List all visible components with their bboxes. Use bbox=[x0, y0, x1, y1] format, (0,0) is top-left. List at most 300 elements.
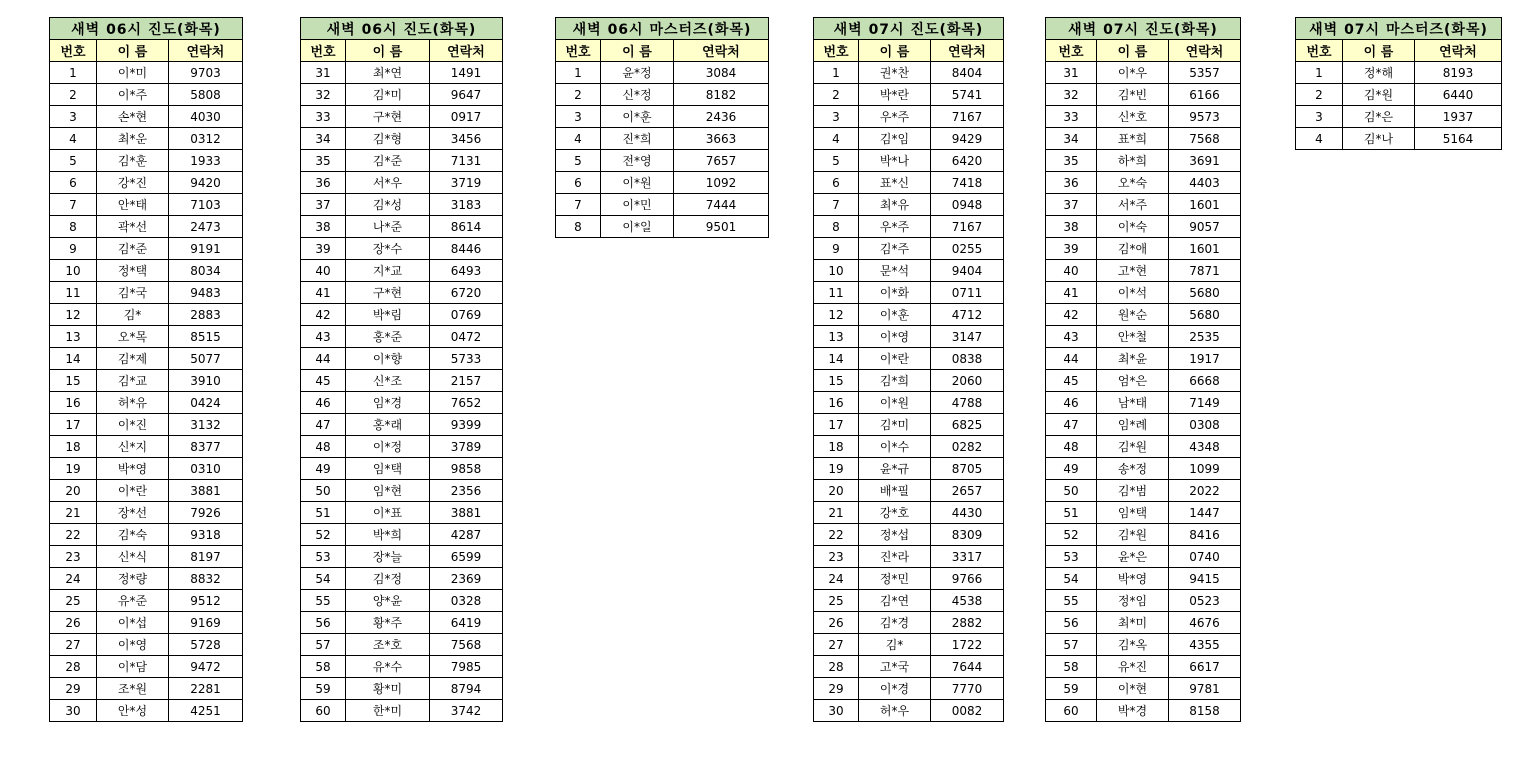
member-name: 김*준 bbox=[346, 150, 430, 172]
table-row bbox=[1046, 700, 1241, 722]
table-row bbox=[814, 590, 1004, 612]
row-number: 23 bbox=[814, 546, 859, 568]
table-row bbox=[814, 84, 1004, 106]
row-number: 13 bbox=[50, 326, 97, 348]
contact-digits: 8404 bbox=[931, 62, 1004, 84]
contact-digits: 9057 bbox=[1169, 216, 1241, 238]
member-name: 이*미 bbox=[97, 62, 169, 84]
row-number: 59 bbox=[1046, 678, 1097, 700]
member-name: 손*현 bbox=[97, 106, 169, 128]
table-row bbox=[301, 370, 503, 392]
roster-table-0700-masters bbox=[1295, 17, 1502, 150]
table-row bbox=[814, 502, 1004, 524]
contact-digits: 4788 bbox=[931, 392, 1004, 414]
table-row bbox=[50, 172, 243, 194]
table-row bbox=[50, 678, 243, 700]
member-name: 이*수 bbox=[859, 436, 931, 458]
contact-digits: 7657 bbox=[674, 150, 769, 172]
contact-digits: 1933 bbox=[169, 150, 243, 172]
table-row bbox=[50, 612, 243, 634]
member-name: 나*준 bbox=[346, 216, 430, 238]
contact-digits: 6440 bbox=[1415, 84, 1502, 106]
contact-digits: 4030 bbox=[169, 106, 243, 128]
contact-digits: 9472 bbox=[169, 656, 243, 678]
table-row bbox=[814, 194, 1004, 216]
row-number: 11 bbox=[50, 282, 97, 304]
row-number: 2 bbox=[814, 84, 859, 106]
row-number: 31 bbox=[301, 62, 346, 84]
row-number: 3 bbox=[50, 106, 97, 128]
member-name: 김*숙 bbox=[97, 524, 169, 546]
contact-digits: 4676 bbox=[1169, 612, 1241, 634]
member-name: 박*나 bbox=[859, 150, 931, 172]
table-row bbox=[814, 568, 1004, 590]
table-row bbox=[301, 458, 503, 480]
row-number: 1 bbox=[556, 62, 601, 84]
table-row bbox=[301, 62, 503, 84]
member-name: 박*영 bbox=[1097, 568, 1169, 590]
row-number: 27 bbox=[50, 634, 97, 656]
contact-digits: 0769 bbox=[430, 304, 503, 326]
column-header-name: 이 름 bbox=[859, 40, 931, 62]
member-name: 최*미 bbox=[1097, 612, 1169, 634]
table-row bbox=[301, 304, 503, 326]
table-row bbox=[1046, 370, 1241, 392]
row-number: 36 bbox=[1046, 172, 1097, 194]
contact-digits: 0282 bbox=[931, 436, 1004, 458]
row-number: 9 bbox=[50, 238, 97, 260]
contact-digits: 9404 bbox=[931, 260, 1004, 282]
table-title: 새벽 06시 진도(화목) bbox=[301, 18, 503, 40]
table-row bbox=[301, 348, 503, 370]
table-row bbox=[1296, 128, 1502, 150]
member-name: 김*연 bbox=[859, 590, 931, 612]
roster-table-0700-jindo-1 bbox=[813, 17, 1004, 722]
contact-digits: 2535 bbox=[1169, 326, 1241, 348]
contact-digits: 7167 bbox=[931, 106, 1004, 128]
member-name: 장*수 bbox=[346, 238, 430, 260]
member-name: 신*식 bbox=[97, 546, 169, 568]
member-name: 홍*준 bbox=[346, 326, 430, 348]
member-name: 윤*정 bbox=[601, 62, 674, 84]
row-number: 22 bbox=[50, 524, 97, 546]
row-number: 26 bbox=[50, 612, 97, 634]
row-number: 16 bbox=[814, 392, 859, 414]
row-number: 57 bbox=[1046, 634, 1097, 656]
column-header-contact: 연락처 bbox=[931, 40, 1004, 62]
row-number: 34 bbox=[1046, 128, 1097, 150]
column-header-name: 이 름 bbox=[1097, 40, 1169, 62]
contact-digits: 1099 bbox=[1169, 458, 1241, 480]
row-number: 45 bbox=[301, 370, 346, 392]
contact-digits: 0711 bbox=[931, 282, 1004, 304]
contact-digits: 3691 bbox=[1169, 150, 1241, 172]
table-row bbox=[814, 656, 1004, 678]
member-name: 김*제 bbox=[97, 348, 169, 370]
row-number: 10 bbox=[50, 260, 97, 282]
table-row bbox=[814, 282, 1004, 304]
contact-digits: 7568 bbox=[1169, 128, 1241, 150]
row-number: 54 bbox=[1046, 568, 1097, 590]
member-name: 문*석 bbox=[859, 260, 931, 282]
member-name: 표*희 bbox=[1097, 128, 1169, 150]
contact-digits: 4348 bbox=[1169, 436, 1241, 458]
member-name: 강*호 bbox=[859, 502, 931, 524]
row-number: 17 bbox=[814, 414, 859, 436]
member-name: 배*필 bbox=[859, 480, 931, 502]
member-name: 조*원 bbox=[97, 678, 169, 700]
table-row bbox=[50, 370, 243, 392]
member-name: 김*주 bbox=[859, 238, 931, 260]
row-number: 47 bbox=[1046, 414, 1097, 436]
contact-digits: 6493 bbox=[430, 260, 503, 282]
member-name: 윤*규 bbox=[859, 458, 931, 480]
member-name: 이*담 bbox=[97, 656, 169, 678]
row-number: 51 bbox=[301, 502, 346, 524]
table-title: 새벽 07시 마스터즈(화목) bbox=[1296, 18, 1502, 40]
contact-digits: 5164 bbox=[1415, 128, 1502, 150]
member-name: 이*영 bbox=[97, 634, 169, 656]
contact-digits: 8832 bbox=[169, 568, 243, 590]
member-name: 이*영 bbox=[859, 326, 931, 348]
contact-digits: 3147 bbox=[931, 326, 1004, 348]
row-number: 48 bbox=[301, 436, 346, 458]
member-name: 황*주 bbox=[346, 612, 430, 634]
table-row bbox=[301, 480, 503, 502]
member-name: 이*석 bbox=[1097, 282, 1169, 304]
contact-digits: 9647 bbox=[430, 84, 503, 106]
roster-table-0600-jindo-2 bbox=[300, 17, 503, 722]
table-row bbox=[1046, 480, 1241, 502]
row-number: 4 bbox=[50, 128, 97, 150]
column-header-number: 번호 bbox=[556, 40, 601, 62]
table-row bbox=[50, 260, 243, 282]
member-name: 정*섭 bbox=[859, 524, 931, 546]
row-number: 53 bbox=[1046, 546, 1097, 568]
row-number: 1 bbox=[1296, 62, 1343, 84]
table-row bbox=[301, 326, 503, 348]
contact-digits: 5741 bbox=[931, 84, 1004, 106]
contact-digits: 2436 bbox=[674, 106, 769, 128]
table-row bbox=[814, 62, 1004, 84]
row-number: 14 bbox=[50, 348, 97, 370]
contact-digits: 9420 bbox=[169, 172, 243, 194]
table-row bbox=[50, 634, 243, 656]
table-row bbox=[556, 106, 769, 128]
contact-digits: 9858 bbox=[430, 458, 503, 480]
contact-digits: 7568 bbox=[430, 634, 503, 656]
table-row bbox=[50, 700, 243, 722]
contact-digits: 4430 bbox=[931, 502, 1004, 524]
contact-digits: 7644 bbox=[931, 656, 1004, 678]
table-row bbox=[814, 546, 1004, 568]
member-name: 구*현 bbox=[346, 106, 430, 128]
member-name: 김*옥 bbox=[1097, 634, 1169, 656]
member-name: 김*경 bbox=[859, 612, 931, 634]
table-row bbox=[814, 458, 1004, 480]
table-row bbox=[814, 436, 1004, 458]
contact-digits: 0740 bbox=[1169, 546, 1241, 568]
member-name: 홍*래 bbox=[346, 414, 430, 436]
table-row bbox=[1046, 282, 1241, 304]
table-row bbox=[814, 480, 1004, 502]
row-number: 29 bbox=[814, 678, 859, 700]
table-row bbox=[50, 436, 243, 458]
table-row bbox=[556, 150, 769, 172]
member-name: 이*훈 bbox=[601, 106, 674, 128]
table-row bbox=[50, 502, 243, 524]
row-number: 46 bbox=[1046, 392, 1097, 414]
member-name: 이*훈 bbox=[859, 304, 931, 326]
member-name: 이*숙 bbox=[1097, 216, 1169, 238]
contact-digits: 4712 bbox=[931, 304, 1004, 326]
row-number: 28 bbox=[50, 656, 97, 678]
row-number: 52 bbox=[1046, 524, 1097, 546]
row-number: 21 bbox=[50, 502, 97, 524]
table-row bbox=[301, 612, 503, 634]
member-name: 임*택 bbox=[1097, 502, 1169, 524]
member-name: 최*운 bbox=[97, 128, 169, 150]
table-row bbox=[1046, 590, 1241, 612]
row-number: 9 bbox=[814, 238, 859, 260]
row-number: 1 bbox=[50, 62, 97, 84]
table-row bbox=[1046, 128, 1241, 150]
row-number: 19 bbox=[50, 458, 97, 480]
contact-digits: 1722 bbox=[931, 634, 1004, 656]
member-name: 김*정 bbox=[346, 568, 430, 590]
column-header-contact: 연락처 bbox=[169, 40, 243, 62]
column-header-name: 이 름 bbox=[1343, 40, 1415, 62]
contact-digits: 3183 bbox=[430, 194, 503, 216]
table-row bbox=[814, 106, 1004, 128]
member-name: 안*성 bbox=[97, 700, 169, 722]
member-name: 임*경 bbox=[346, 392, 430, 414]
table-row bbox=[1046, 612, 1241, 634]
row-number: 4 bbox=[814, 128, 859, 150]
member-name: 이*현 bbox=[1097, 678, 1169, 700]
contact-digits: 1092 bbox=[674, 172, 769, 194]
contact-digits: 9573 bbox=[1169, 106, 1241, 128]
table-row bbox=[814, 348, 1004, 370]
contact-digits: 3719 bbox=[430, 172, 503, 194]
table-row bbox=[1046, 656, 1241, 678]
table-row bbox=[301, 678, 503, 700]
member-name: 고*국 bbox=[859, 656, 931, 678]
row-number: 40 bbox=[1046, 260, 1097, 282]
member-name: 유*수 bbox=[346, 656, 430, 678]
row-number: 6 bbox=[814, 172, 859, 194]
row-number: 43 bbox=[1046, 326, 1097, 348]
contact-digits: 3132 bbox=[169, 414, 243, 436]
member-name: 김*미 bbox=[859, 414, 931, 436]
member-name: 이*일 bbox=[601, 216, 674, 238]
member-name: 김*빈 bbox=[1097, 84, 1169, 106]
table-row bbox=[50, 106, 243, 128]
row-number: 18 bbox=[50, 436, 97, 458]
table-row bbox=[814, 172, 1004, 194]
table-row bbox=[1046, 502, 1241, 524]
contact-digits: 9429 bbox=[931, 128, 1004, 150]
contact-digits: 5808 bbox=[169, 84, 243, 106]
row-number: 59 bbox=[301, 678, 346, 700]
row-number: 27 bbox=[814, 634, 859, 656]
contact-digits: 3456 bbox=[430, 128, 503, 150]
contact-digits: 8034 bbox=[169, 260, 243, 282]
member-name: 정*택 bbox=[97, 260, 169, 282]
contact-digits: 8197 bbox=[169, 546, 243, 568]
member-name: 권*찬 bbox=[859, 62, 931, 84]
row-number: 38 bbox=[301, 216, 346, 238]
member-name: 최*윤 bbox=[1097, 348, 1169, 370]
table-row bbox=[50, 128, 243, 150]
contact-digits: 7985 bbox=[430, 656, 503, 678]
table-row bbox=[1046, 216, 1241, 238]
table-row bbox=[814, 392, 1004, 414]
table-row bbox=[1046, 524, 1241, 546]
contact-digits: 2473 bbox=[169, 216, 243, 238]
contact-digits: 1447 bbox=[1169, 502, 1241, 524]
contact-digits: 9318 bbox=[169, 524, 243, 546]
table-row bbox=[814, 524, 1004, 546]
column-header-number: 번호 bbox=[814, 40, 859, 62]
contact-digits: 3084 bbox=[674, 62, 769, 84]
table-row bbox=[50, 458, 243, 480]
row-number: 53 bbox=[301, 546, 346, 568]
member-name: 전*영 bbox=[601, 150, 674, 172]
contact-digits: 0310 bbox=[169, 458, 243, 480]
row-number: 35 bbox=[301, 150, 346, 172]
member-name: 이*우 bbox=[1097, 62, 1169, 84]
member-name: 김* bbox=[97, 304, 169, 326]
member-name: 박*영 bbox=[97, 458, 169, 480]
member-name: 장*선 bbox=[97, 502, 169, 524]
member-name: 박*란 bbox=[859, 84, 931, 106]
contact-digits: 8193 bbox=[1415, 62, 1502, 84]
row-number: 22 bbox=[814, 524, 859, 546]
table-row bbox=[50, 590, 243, 612]
table-row bbox=[1046, 260, 1241, 282]
table-row bbox=[1046, 106, 1241, 128]
row-number: 56 bbox=[301, 612, 346, 634]
table-row bbox=[1046, 436, 1241, 458]
member-name: 이*섭 bbox=[97, 612, 169, 634]
contact-digits: 0838 bbox=[931, 348, 1004, 370]
member-name: 김*원 bbox=[1343, 84, 1415, 106]
table-row bbox=[1046, 414, 1241, 436]
contact-digits: 9483 bbox=[169, 282, 243, 304]
table-row bbox=[814, 414, 1004, 436]
row-number: 60 bbox=[1046, 700, 1097, 722]
table-row bbox=[1046, 546, 1241, 568]
member-name: 김* bbox=[859, 634, 931, 656]
row-number: 30 bbox=[814, 700, 859, 722]
member-name: 하*희 bbox=[1097, 150, 1169, 172]
row-number: 7 bbox=[814, 194, 859, 216]
table-row bbox=[1046, 348, 1241, 370]
contact-digits: 7444 bbox=[674, 194, 769, 216]
table-row bbox=[814, 326, 1004, 348]
table-title: 새벽 06시 진도(화목) bbox=[50, 18, 243, 40]
row-number: 12 bbox=[814, 304, 859, 326]
table-row bbox=[50, 150, 243, 172]
contact-digits: 2060 bbox=[931, 370, 1004, 392]
contact-digits: 1491 bbox=[430, 62, 503, 84]
roster-table-0700-jindo-2 bbox=[1045, 17, 1241, 722]
row-number: 47 bbox=[301, 414, 346, 436]
row-number: 20 bbox=[50, 480, 97, 502]
table-row bbox=[50, 414, 243, 436]
row-number: 8 bbox=[814, 216, 859, 238]
contact-digits: 9399 bbox=[430, 414, 503, 436]
row-number: 44 bbox=[1046, 348, 1097, 370]
contact-digits: 7103 bbox=[169, 194, 243, 216]
row-number: 33 bbox=[1046, 106, 1097, 128]
member-name: 진*라 bbox=[859, 546, 931, 568]
row-number: 25 bbox=[50, 590, 97, 612]
row-number: 46 bbox=[301, 392, 346, 414]
table-row bbox=[1046, 62, 1241, 84]
contact-digits: 3317 bbox=[931, 546, 1004, 568]
member-name: 고*현 bbox=[1097, 260, 1169, 282]
contact-digits: 6599 bbox=[430, 546, 503, 568]
row-number: 21 bbox=[814, 502, 859, 524]
member-name: 정*임 bbox=[1097, 590, 1169, 612]
table-row bbox=[814, 678, 1004, 700]
table-row bbox=[50, 62, 243, 84]
member-name: 서*우 bbox=[346, 172, 430, 194]
contact-digits: 4403 bbox=[1169, 172, 1241, 194]
table-row bbox=[1046, 678, 1241, 700]
table-row bbox=[1046, 304, 1241, 326]
table-row bbox=[50, 84, 243, 106]
contact-digits: 2882 bbox=[931, 612, 1004, 634]
contact-digits: 7926 bbox=[169, 502, 243, 524]
row-number: 45 bbox=[1046, 370, 1097, 392]
table-row bbox=[814, 370, 1004, 392]
table-row bbox=[50, 568, 243, 590]
table-row bbox=[301, 656, 503, 678]
contact-digits: 3663 bbox=[674, 128, 769, 150]
member-name: 안*태 bbox=[97, 194, 169, 216]
table-row bbox=[814, 612, 1004, 634]
row-number: 25 bbox=[814, 590, 859, 612]
contact-digits: 9512 bbox=[169, 590, 243, 612]
table-row bbox=[1046, 194, 1241, 216]
table-row bbox=[301, 84, 503, 106]
row-number: 6 bbox=[50, 172, 97, 194]
contact-digits: 3910 bbox=[169, 370, 243, 392]
member-name: 허*유 bbox=[97, 392, 169, 414]
member-name: 김*애 bbox=[1097, 238, 1169, 260]
contact-digits: 2022 bbox=[1169, 480, 1241, 502]
contact-digits: 7770 bbox=[931, 678, 1004, 700]
table-row bbox=[50, 392, 243, 414]
row-number: 56 bbox=[1046, 612, 1097, 634]
contact-digits: 8705 bbox=[931, 458, 1004, 480]
contact-digits: 6668 bbox=[1169, 370, 1241, 392]
row-number: 32 bbox=[1046, 84, 1097, 106]
member-name: 김*임 bbox=[859, 128, 931, 150]
column-header-number: 번호 bbox=[301, 40, 346, 62]
table-row bbox=[1046, 568, 1241, 590]
table-row bbox=[1046, 238, 1241, 260]
column-header-number: 번호 bbox=[1046, 40, 1097, 62]
member-name: 이*원 bbox=[601, 172, 674, 194]
contact-digits: 1601 bbox=[1169, 238, 1241, 260]
member-name: 이*주 bbox=[97, 84, 169, 106]
table-row bbox=[814, 700, 1004, 722]
member-name: 신*조 bbox=[346, 370, 430, 392]
